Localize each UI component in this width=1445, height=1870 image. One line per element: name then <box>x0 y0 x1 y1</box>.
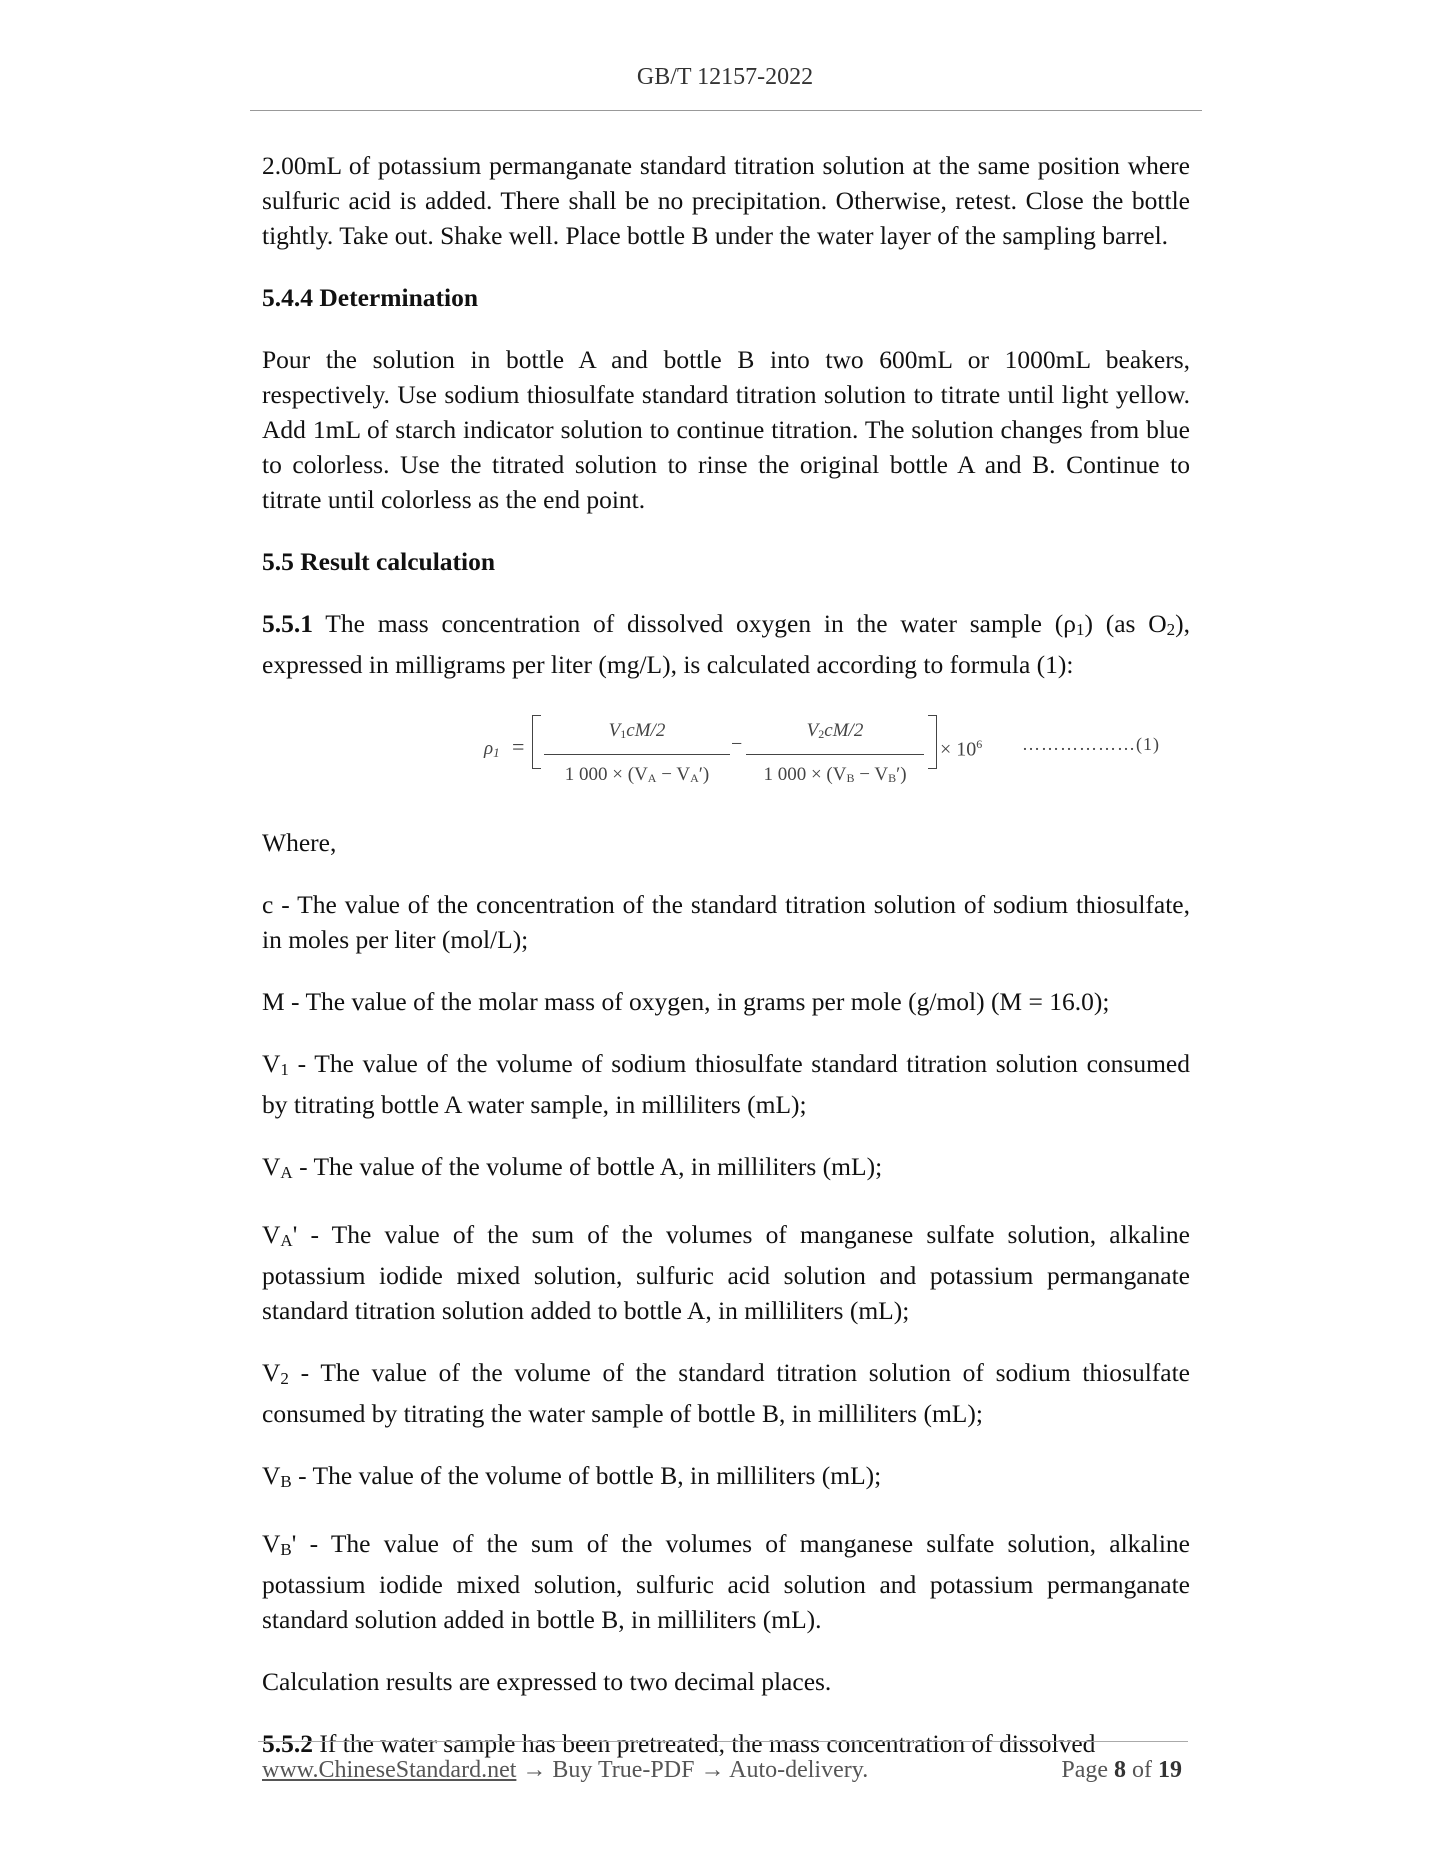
definition-v1: V1 - The value of the volume of sodium thiosulfate standard titration solution consumed by titrating bottle A water sample, in milliliters (mL); <box>262 1049 1190 1119</box>
clause-number: 5.5.2 <box>262 1729 313 1758</box>
formula-fraction-1: V1cM/2 1 000 × (VA − VA′) <box>544 713 730 796</box>
formula-1 <box>262 709 1190 795</box>
paragraph-5-5-2: 5.5.2 If the water sample has been pretreated, the mass concentration of dissolved <box>262 1729 1096 1758</box>
paragraph-continuation: 2.00mL of potassium permanganate standard titration solution at the same position where sulfuric acid is added. There shall be no precipitation. Otherwise, retest. Close the bottle tightly. Take out. Shake well. Place bottle B under the water layer of the sampling barrel. <box>262 151 1190 250</box>
formula-equals: = <box>512 734 525 759</box>
body-text <box>262 148 1190 1788</box>
formula-minus: − <box>731 733 743 755</box>
formula-bracket-left <box>532 715 541 769</box>
definition-m: M - The value of the molar mass of oxygen, in grams per mole (g/mol) (M = 16.0); <box>262 987 1110 1016</box>
header-doc-id: GB/T 12157-2022 <box>636 64 814 90</box>
paragraph-determination: Pour the solution in bottle A and bottle B into two 600mL or 1000mL beakers, respectively. Use sodium thiosulfate standard titration solution to titrate until light yellow. Add 1mL of starch indicator solution to continue titration. The solution changes from blue to colorless. Use the titrated solution to rinse the original bottle A and B. Continue to titrate until colorless as the end point. <box>262 345 1190 514</box>
clause-number: 5.5.1 <box>262 609 313 638</box>
paragraph-5-5-1: 5.5.1 The mass concentration of dissolved oxygen in the water sample (ρ1) (as O2), expressed in milligrams per liter (mg/L), is calculated according to formula (1): <box>262 609 1190 679</box>
definition-va-prime: VA' - The value of the sum of the volumes of manganese sulfate solution, alkaline potassium iodide mixed solution, sulfuric acid solution and potassium permanganate standard titration solution added to bottle A, in milliliters (mL); <box>262 1220 1190 1325</box>
formula-number: ………………(1) <box>1022 734 1160 754</box>
heading-5-5: 5.5 Result calculation <box>262 547 496 576</box>
page-number: 8 <box>1114 1757 1126 1783</box>
paragraph-calc-note: Calculation results are expressed to two decimal places. <box>262 1667 832 1696</box>
footer-rule <box>258 1741 1188 1742</box>
definition-v2: V2 - The value of the volume of the standard titration solution of sodium thiosulfate consumed by titrating the water sample of bottle B, in milliliters (mL); <box>262 1358 1190 1428</box>
definition-va: VA - The value of the volume of bottle A, in milliliters (mL); <box>262 1152 883 1182</box>
formula-bracket-right <box>928 715 937 769</box>
formula-fraction-2: V2cM/2 1 000 × (VB − VB′) <box>746 713 924 796</box>
heading-5-4-4: 5.4.4 Determination <box>262 283 479 312</box>
footer <box>262 1757 1182 1784</box>
page-indicator: Page 8 of 19 <box>1061 1757 1182 1783</box>
footer-tagline: → Buy True-PDF → Auto-delivery. <box>516 1757 869 1783</box>
header-rule <box>250 110 1202 111</box>
formula-multiplier: × $10^6$ <box>940 737 983 761</box>
footer-website-link[interactable]: www.ChineseStandard.net <box>262 1757 517 1783</box>
definition-c: c - The value of the concentration of the standard titration solution of sodium thiosulfate, in moles per liter (mol/L); <box>262 890 1190 954</box>
definition-vb: VB - The value of the volume of bottle B, in milliliters (mL); <box>262 1461 882 1491</box>
definition-vb-prime: VB' - The value of the sum of the volumes of manganese sulfate solution, alkaline potassium iodide mixed solution, sulfuric acid solution and potassium permanganate standard solution added in bottle B, in milliliters (mL). <box>262 1529 1190 1634</box>
formula-lhs: ρ1 <box>484 738 500 760</box>
paragraph-where: Where, <box>262 828 337 857</box>
page-total: 19 <box>1158 1757 1182 1783</box>
